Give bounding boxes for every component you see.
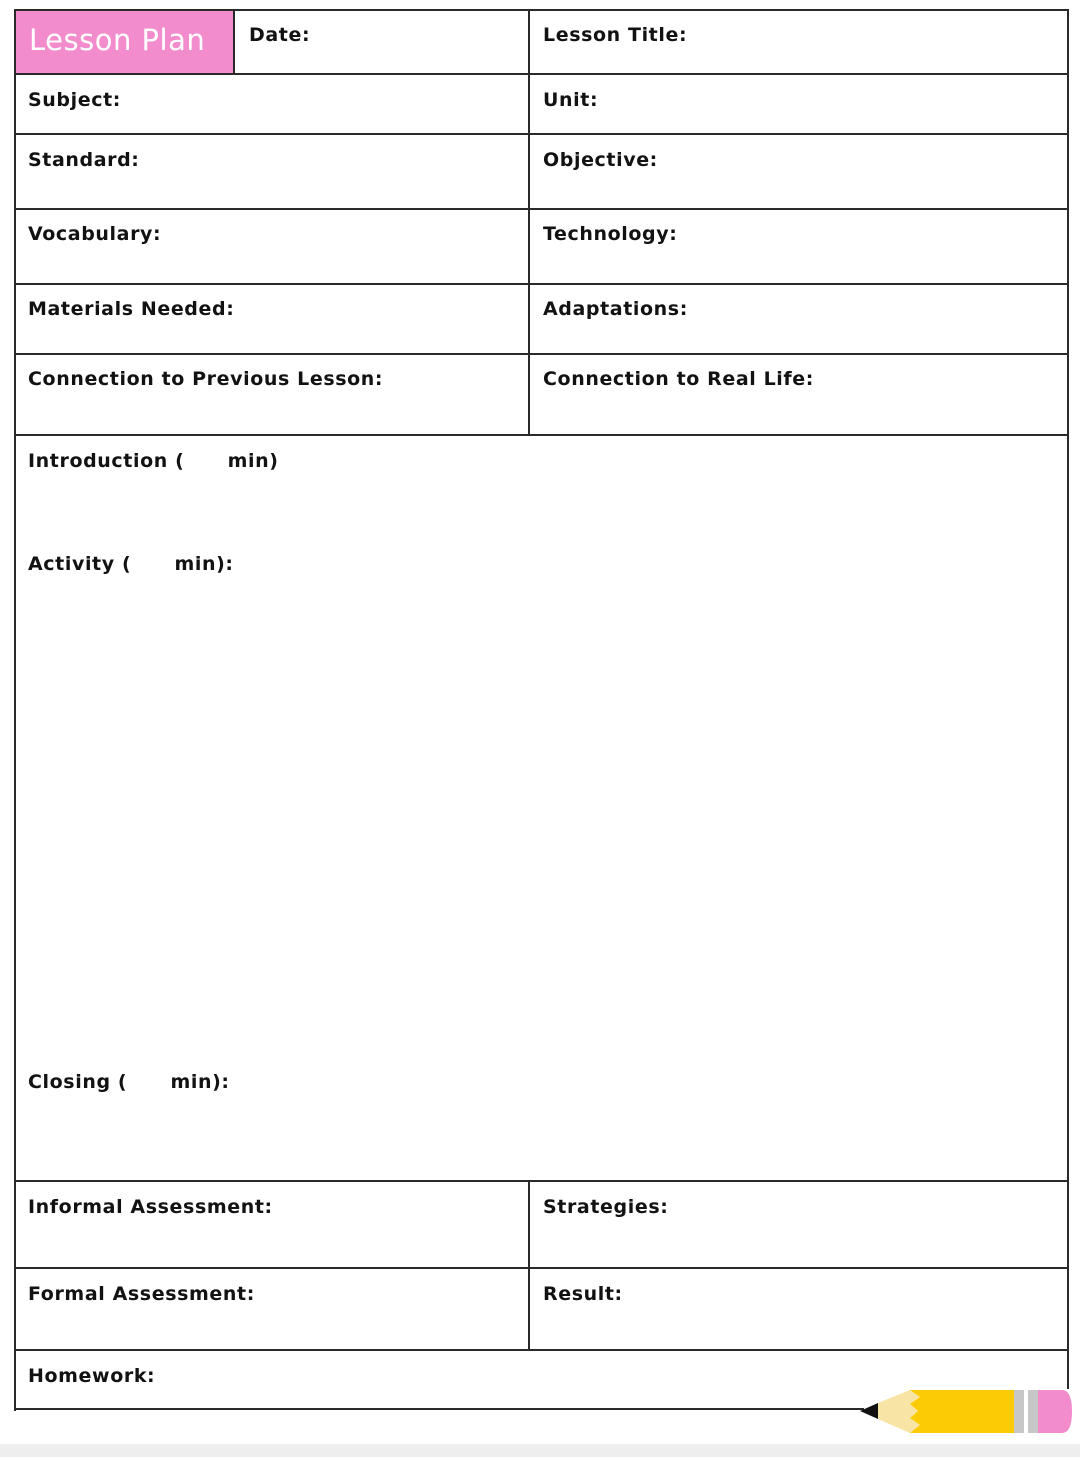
connection-real-life-label: Connection to Real Life: (543, 368, 814, 390)
page-title: Lesson Plan (14, 9, 235, 75)
technology-label: Technology: (543, 223, 678, 245)
homework-label: Homework: (28, 1365, 156, 1387)
pencil-icon (858, 1387, 1074, 1437)
page-bottom-strip (0, 1444, 1080, 1457)
introduction-label: Introduction ( min) (28, 450, 279, 472)
date-label: Date: (249, 24, 311, 46)
formal-assessment-label: Formal Assessment: (28, 1283, 255, 1305)
informal-assessment-label: Informal Assessment: (28, 1196, 273, 1218)
objective-label: Objective: (543, 149, 658, 171)
strategies-label: Strategies: (543, 1196, 669, 1218)
activity-label: Activity ( min): (28, 553, 234, 575)
standard-label: Standard: (28, 149, 140, 171)
connection-previous-label: Connection to Previous Lesson: (28, 368, 384, 390)
subject-label: Subject: (28, 89, 121, 111)
materials-needed-label: Materials Needed: (28, 298, 235, 320)
adaptations-label: Adaptations: (543, 298, 688, 320)
lesson-title-label: Lesson Title: (543, 24, 688, 46)
closing-label: Closing ( min): (28, 1071, 230, 1093)
unit-label: Unit: (543, 89, 599, 111)
result-label: Result: (543, 1283, 623, 1305)
vocabulary-label: Vocabulary: (28, 223, 162, 245)
